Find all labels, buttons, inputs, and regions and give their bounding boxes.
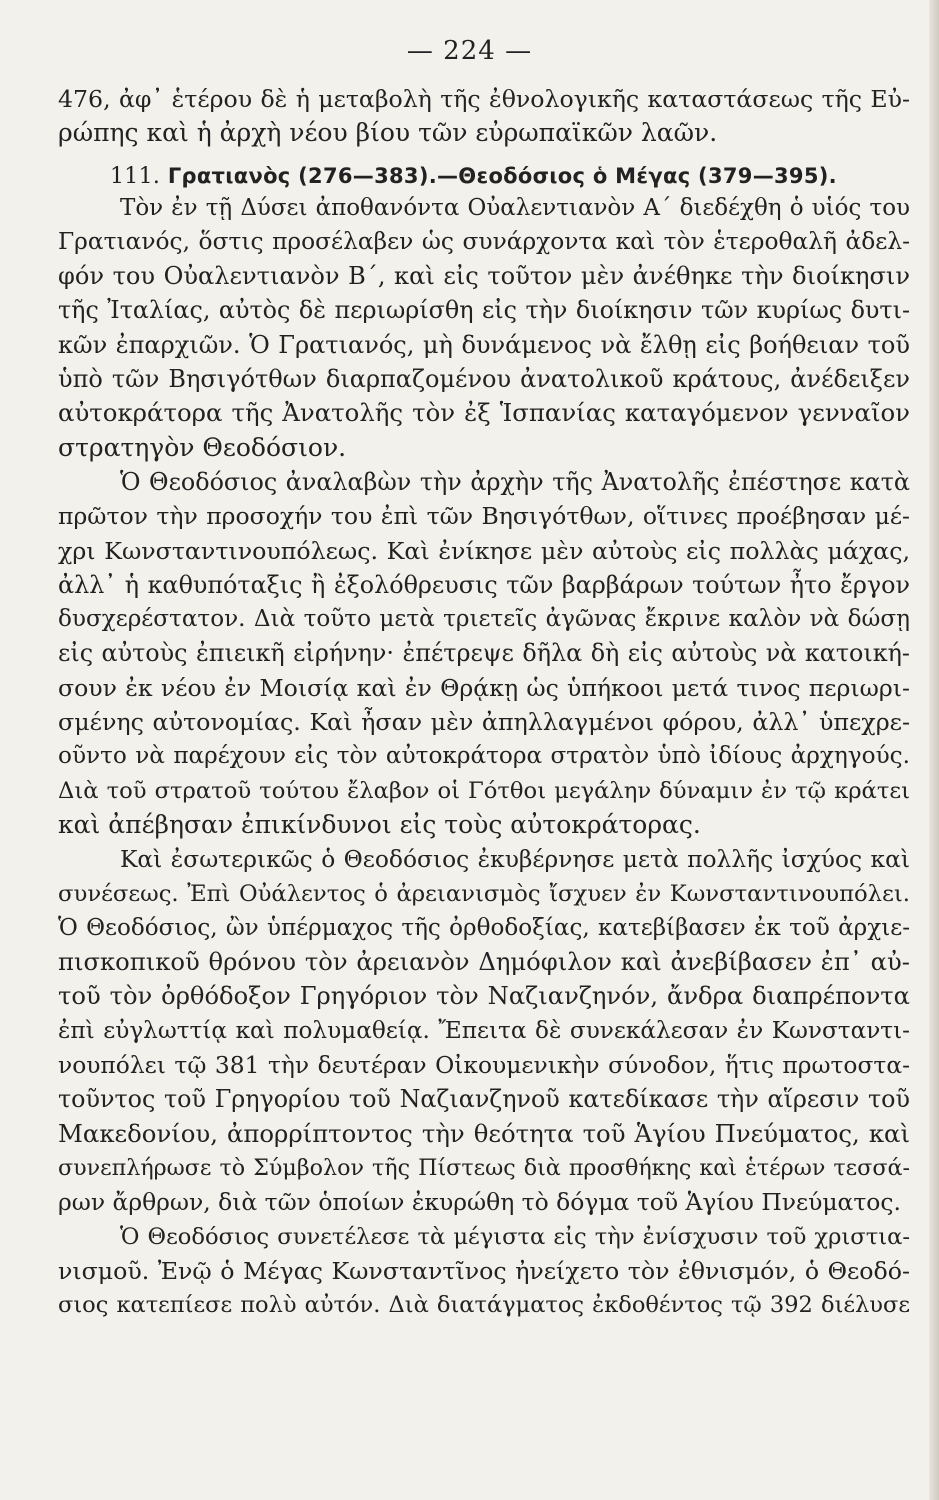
text-line: Μακεδονίου, ἀπορρίπτοντος τὴν θεότητα τοῦ Ἁγίου Πνεύματος, καὶ: [58, 1118, 910, 1148]
text-line: στρατηγὸν Θεοδόσιον.: [58, 432, 347, 462]
page-number: — 224 —: [406, 36, 533, 66]
text-line: τῆς Ἰταλίας, αὐτὸς δὲ περιωρίσθη εἰς τὴν διοίκησιν τῶν κυρίως δυτι-: [58, 296, 910, 325]
text-line: Γρατιανός, ὅστις προσέλαβεν ὡς συνάρχοντα καὶ τὸν ἑτεροθαλῆ ἀδελ-: [58, 227, 910, 255]
text-line: Τὸν ἐν τῇ Δύσει ἀποθανόντα Οὐαλεντιανὸν Α΄ διεδέχθη ὁ υἱός του: [120, 194, 910, 221]
text-line: 476, ἀφ᾽ ἑτέρου δὲ ἡ μεταβολὴ τῆς ἐθνολογικῆς καταστάσεως τῆς Εὐ-: [58, 85, 910, 113]
text-line: εἰς αὐτοὺς ἐπιεικῆ εἰρήνην· ἐπέτρεψε δῆλα δὴ εἰς αὐτοὺς νὰ κατοική-: [58, 639, 910, 668]
text-line: οῦντο νὰ παρέχουν εἰς τὸν αὐτοκράτορα στρατὸν ὑπὸ ἰδίους ἀρχηγούς.: [58, 742, 910, 770]
text-line: ἐπὶ εὐγλωττίᾳ καὶ πολυμαθείᾳ. Ἔπειτα δὲ συνεκάλεσαν ἐν Κωνσταντι-: [58, 1016, 910, 1044]
text-line: ἀλλ᾽ ἡ καθυπόταξις ἢ ἐξολόθρευσις τῶν βαρβάρων τούτων ἦτο ἔργον: [58, 570, 910, 599]
text-line: σουν ἐκ νέου ἐν Μοισίᾳ καὶ ἐν Θρᾴκῃ ὡς ὑπήκοοι μετά τινος περιωρι-: [58, 673, 910, 702]
text-line: τοῦ τὸν ὀρθόδοξον Γρηγόριον τὸν Ναζιανζηνόν, ἄνδρα διαπρέποντα: [58, 982, 910, 1011]
text-line: νουπόλει τῷ 381 τὴν δευτέραν Οἰκουμενικὴν σύνοδον, ἥτις πρωτοστα-: [58, 1051, 910, 1080]
section-title: Γρατιανὸς (276—383).—Θεοδόσιος ὁ Μέγας (379—395).: [167, 163, 837, 188]
text-line: φόν του Οὐαλεντιανὸν Β΄, καὶ εἰς τοῦτον μὲν ἀνέθηκε τὴν διοίκησιν: [58, 262, 910, 291]
text-line: χρι Κωνσταντινουπόλεως. Καὶ ἐνίκησε μὲν αὐτοὺς εἰς πολλὰς μάχας,: [58, 536, 910, 565]
text-line: νισμοῦ. Ἐνῷ ὁ Μέγας Κωνσταντῖνος ἠνείχετο τὸν ἐθνισμόν, ὁ Θεοδό-: [58, 1256, 910, 1285]
text-line: συνέσεως. Ἐπὶ Οὐάλεντος ὁ ἀρειανισμὸς ἴσχυεν ἐν Κωνσταντινουπόλει.: [58, 880, 910, 907]
text-line: δυσχερέστατον. Διὰ τοῦτο μετὰ τριετεῖς ἀγῶνας ἔκρινε καλὸν νὰ δώσῃ: [58, 606, 910, 633]
text-line: κῶν ἐπαρχιῶν. Ὁ Γρατιανός, μὴ δυνάμενος νὰ ἔλθῃ εἰς βοήθειαν τοῦ: [58, 330, 910, 359]
text-line: καὶ ἀπέβησαν ἐπικίνδυνοι εἰς τοὺς αὐτοκράτορας.: [58, 809, 701, 839]
section-heading: [58, 151, 910, 191]
text-line: πρῶτον τὴν προσοχήν του ἐπὶ τῶν Βησιγότθων, οἵτινες προέβησαν μέ-: [58, 502, 910, 531]
text-line: Ὁ Θεοδόσιος ἀναλαβὼν τὴν ἀρχὴν τῆς Ἀνατολῆς ἐπέστησε κατὰ: [120, 467, 910, 496]
page-spine-shadow: [929, 0, 939, 1500]
text-line: Ὁ Θεοδόσιος συνετέλεσε τὰ μέγιστα εἰς τὴν ἐνίσχυσιν τοῦ χριστια-: [120, 1223, 910, 1250]
text-line: συνεπλήρωσε τὸ Σύμβολον τῆς Πίστεως διὰ προσθήκης καὶ ἑτέρων τεσσά-: [58, 1154, 910, 1181]
text-line: ὑπὸ τῶν Βησιγότθων διαρπαζομένου ἀνατολικοῦ κράτους, ἀνέδειξεν: [58, 365, 910, 394]
text-line: ρώπης καὶ ἡ ἀρχὴ νέου βίου τῶν εὐρωπαϊκῶν λαῶν.: [58, 118, 718, 148]
text-line: σμένης αὐτονομίας. Καὶ ἦσαν μὲν ἀπηλλαγμένοι φόρου, ἀλλ᾽ ὑπεχρε-: [58, 708, 910, 737]
text-line: ρων ἄρθρων, διὰ τῶν ὁποίων ἐκυρώθη τὸ δόγμα τοῦ Ἁγίου Πνεύματος.: [58, 1188, 901, 1217]
text-line: Διὰ τοῦ στρατοῦ τούτου ἔλαβον οἱ Γότθοι μεγάλην δύναμιν ἐν τῷ κράτει: [58, 777, 910, 804]
text-line: τοῦντος τοῦ Γρηγορίου τοῦ Ναζιανζηνοῦ κατεδίκασε τὴν αἵρεσιν τοῦ: [58, 1085, 910, 1114]
text-line: πισκοπικοῦ θρόνου τὸν ἀρειανὸν Δημόφιλον καὶ ἀνεβίβασεν ἐπ᾽ αὐ-: [58, 947, 910, 977]
text-line: αὐτοκράτορα τῆς Ἀνατολῆς τὸν ἐξ Ἱσπανίας καταγόμενον γενναῖον: [58, 398, 910, 428]
text-line: Καὶ ἐσωτερικῶς ὁ Θεοδόσιος ἐκυβέρνησε μετὰ πολλῆς ἰσχύος καὶ: [120, 845, 910, 874]
text-line: Ὁ Θεοδόσιος, ὢν ὑπέρμαχος τῆς ὀρθοδοξίας, κατεβίβασεν ἐκ τοῦ ἀρχιε-: [58, 914, 910, 941]
section-number: 111.: [110, 163, 161, 189]
page-body: [58, 82, 910, 1322]
text-line: σιος κατεπίεσε πολὺ αὐτόν. Διὰ διατάγματος ἐκδοθέντος τῷ 392 διέλυσε: [58, 1292, 910, 1319]
